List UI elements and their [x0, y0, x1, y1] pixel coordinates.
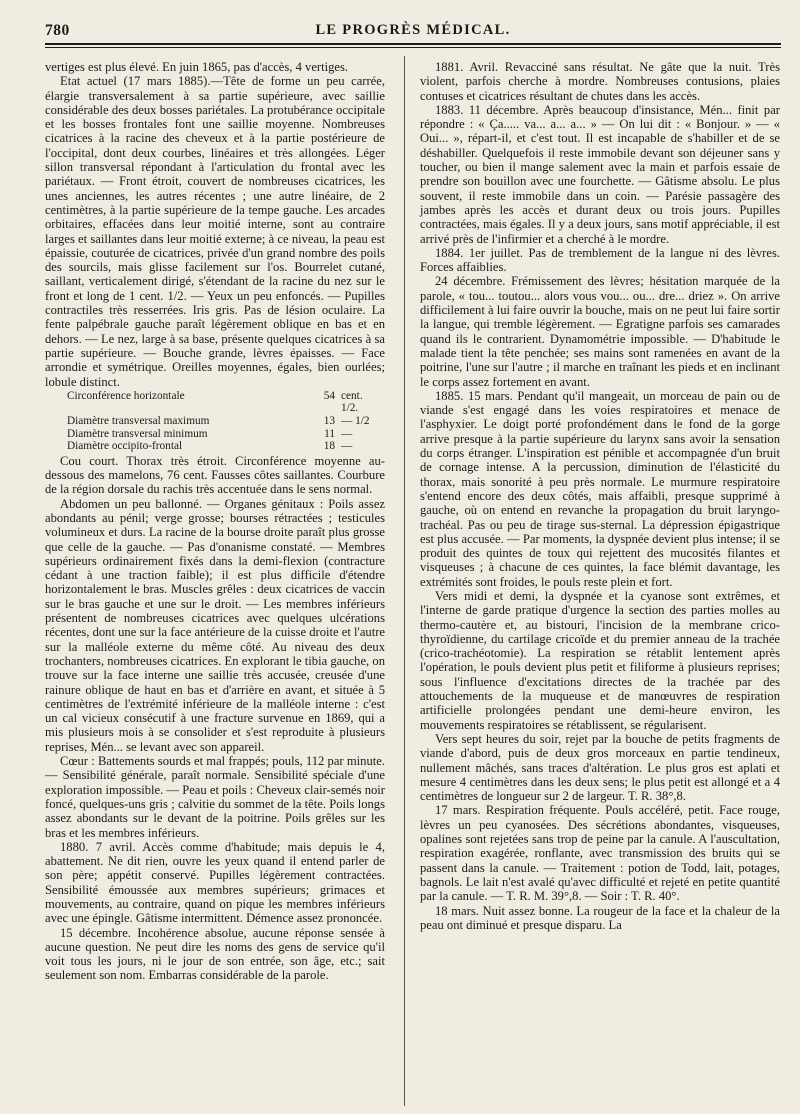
paragraph: Abdomen un peu ballonné. — Organes génitaux : Poils assez abondants au pénil; verge grosse; bourses rétractées ; testicules volumineux et durs. La racine de la bourse droite paraît plus grosse que celle de la gauche. — Pas d'onanisme constaté. — Membres supérieurs ordinairement fixés dans la demi-flexion (contracture cédant à une traction faible); il est plus difficile d'étendre horizontalement le bras. Muscles grêles : deux cicatrices de vaccin sur le bras gauche et une sur le droit. — Les membres inférieurs présentent de nombreuses cicatrices avec quelques ulcérations récentes, dont une sur la face antérieure de la cuisse droite et l'autre sur la malléole externe du même côté. Au niveau des deux trochanters, nombreuses cicatrices. En explorant le tibia gauche, on trouve sur la face interne une saillie très accusée, creusée d'une rainure oblique de haut en bas et d'arrière en avant, et située à 5 centimètres de l'extrémité inférieure de la malléole interne : c'est un cal vicieux consécutif à une fracture survenue en 1869, qui a mis plusieurs mois à se consolider et s'est reproduite à plusieurs reprises, Mén... se levant avec son appareil.: [45, 496, 385, 754]
paragraph: vertiges est plus élevé. En juin 1865, pas d'accès, 4 vertiges.: [45, 60, 349, 74]
measurement-value: 18: [323, 440, 335, 453]
table-row: [67, 390, 381, 415]
page-header: [45, 22, 781, 42]
measurement-label: Diamètre transversal maximum: [67, 415, 210, 428]
paragraph: 1881. Avril. Revacciné sans résultat. Ne gâte que la nuit. Très violent, parfois cherche à mordre. Nombreuses contusions, plaies contuses et cicatrices résultant de chutes dans les accès.: [420, 60, 780, 103]
measurement-unit: —: [341, 427, 353, 440]
page-number: 780: [45, 22, 70, 39]
measurement-unit: cent. 1/2.: [341, 389, 363, 415]
paragraph: Cœur : Battements sourds et mal frappés; pouls, 112 par minute. — Sensibilité générale, paraît normale. Sensibilité spéciale d'une exploration impossible. — Peau et poils : Cheveux clair-semés noir foncé, quelques-uns gris ; calvitie du sommet de la tête. Poils longs assez abondants sur le devant de la poitrine. Poils grêles sur les bras et les membres inférieurs.: [45, 754, 385, 840]
paragraph: Vers midi et demi, la dyspnée et la cyanose sont extrêmes, et l'interne de garde pratique d'urgence la section des parties molles au thermo-cautère et, au bistouri, l'incision de la membrane crico-thyroïdienne, du cartilage cricoïde et du premier anneau de la trachée (crico-trachéotomie). La respiration se rétablit lentement après l'opération, le pouls devient plus petit et filiforme à plusieurs reprises; sous l'influence d'excitations directes de la trachée par des attouchements de la muqueuse et de manœuvres de respiration artificielle prolongées pendant une demi-heure environ, les mouvements respiratoires se rétablissent, se régularisent.: [420, 588, 780, 732]
header-rule-thin: [45, 47, 781, 48]
measurement-label: Circonférence horizontale: [67, 389, 185, 402]
paragraph: 18 mars. Nuit assez bonne. La rougeur de la face et la chaleur de la peau ont diminué et presque disparu. La: [420, 903, 780, 932]
measurement-value: 13: [323, 415, 335, 428]
paragraph: 24 décembre. Frémissement des lèvres; hésitation marquée de la parole, « tou... toutou... alors vous vou... ou... dre... driez ». On arrive difficilement à lui faire ouvrir la bouche, mais on ne peut lui faire sortir la langue, qui tremble légèrement. — Egratigne parfois ses camarades quand ils le contrarient. Dynamométrie impossible. — D'habitude le malade tient la tête penchée; ses mains sont ramenées en avant de la poitrine, l'une sur l'autre ; il marche en traînant les pieds et en inclinant le corps assez fortement en avant.: [420, 274, 780, 389]
measurement-unit: — 1/2: [341, 415, 370, 428]
measurement-value: 11: [324, 427, 335, 440]
paragraph: Vers sept heures du soir, rejet par la bouche de petits fragments de viande d'abord, puis de deux gros morceaux en partie tendineux, nullement mâchés, sans traces d'altération. Le plus gros est aplati et mesure 4 centimètres dans les deux sens; le plus petit est allongé et a 4 centimètres de longueur sur 2 de largeur. T. R. 38°,8.: [420, 731, 780, 804]
column-divider: [404, 56, 405, 1106]
paragraph: 15 décembre. Incohérence absolue, aucune réponse sensée à aucune question. Ne peut dire les noms des gens de service qu'il voit tous les jours, ni le jour de son entrée, son âge, etc.; sait seulement son nom. Embarras considérable de la parole.: [45, 925, 385, 983]
table-row: [67, 440, 381, 453]
paragraph: 1883. 11 décembre. Après beaucoup d'insistance, Mén... finit par répondre : « Ça..... va... a... a... » — On lui dit : « Bonjour. » — « Oui... », répart-il, et c'est tout. Il est incapable de s'habiller et de se déshabiller. Quelquefois il reste immobile devant son déjeuner sans y toucher, ou bien il mange salement avec la main et parfois essaie de prendre son bouillon avec une fourchette. — Gâtisme absolu. Le plus souvent, il reste immobile dans un coin. — Parésie passagère des jambes après les accès et durant deux ou trois jours. Pupilles contractées, mais égales. Il y a deux jours, sans motif appréciable, il est arrivé près de l'infirmier et a cherché à le mordre.: [420, 102, 780, 246]
measurement-label: Diamètre transversal minimum: [67, 427, 208, 440]
measurement-label: Diamètre occipito-frontal: [67, 440, 183, 453]
paragraph: Cou court. Thorax très étroit. Circonférence moyenne au-dessous des mamelons, 76 cent. Fausses côtes saillantes. Courbure de la région dorsale du rachis très accentuée dans le sens normal.: [45, 453, 385, 497]
paragraph: 1884. 1er juillet. Pas de tremblement de la langue ni des lèvres. Forces affaiblies.: [420, 245, 780, 275]
journal-title: LE PROGRÈS MÉDICAL.: [315, 22, 511, 38]
header-rule-thick: [45, 43, 781, 45]
table-row: [67, 415, 381, 428]
paragraph: Etat actuel (17 mars 1885).—Tête de forme un peu carrée, élargie transversalement à sa partie supérieure, avec saillie considérable des deux bosses pariétales. La protubérance occipitale et les bosses frontales font une saillie moyenne. Nombreuses cicatrices à la racine des cheveux et à la partie postérieure de l'occipital, dont deux courbes, linéaires et très allongées. Léger sillon transversal répondant à l'articulation du frontal avec les pariétaux. — Front étroit, couvert de nombreuses cicatrices, les unes anciennes, les autres récentes ; une autre linéaire, de 2 centimètres, à la partie supérieure de la tempe gauche. Les arcades orbitaires, effacées dans leur moitié interne, sont au contraire larges et saillantes dans leur moitié externe; à ce niveau, la peau est épaissie, couturée de cicatrices, privée d'un grand nombre des poils des sourcils, mais glisse facilement sur l'os. Bourrelet cutané, saillant, verticalement dirigé, s'étendant de la racine du nez sur le front et long de 1 cent. 1/2. — Yeux un peu enfoncés. — Pupilles contractiles très resserrées. Iris gris. Pas de lésion oculaire. La fente palpébrale gauche paraît légèrement oblique en bas et en dehors. — Le nez, large à sa base, présente quelques cicatrices à sa partie supérieure. — Bouche grande, lèvres épaisses. — Face arrondie et symétrique. Oreilles moyennes, égales, bien ourlées; lobule distinct.: [45, 74, 385, 389]
paragraph: 17 mars. Respiration fréquente. Pouls accéléré, petit. Face rouge, lèvres un peu cyanosées. Des sécrétions abondantes, visqueuses, opalines sont rejetées sans trop de peine par la canule. A l'auscultation, respiration exagérée, ronflante, avec transmission des bruits qui se passent dans la canule. — Traitement : potion de Todd, lait, potages, bagnols. Le lait n'est avalé qu'avec difficulté et rejeté en petite quantité par la canule. — T. R. M. 39°,8. — Soir : T. R. 40°.: [420, 803, 780, 904]
skull-measurements-table: [67, 390, 381, 453]
right-column: [420, 60, 780, 932]
measurement-unit: —: [341, 440, 353, 453]
table-row: [67, 428, 381, 441]
paragraph: 1880. 7 avril. Accès comme d'habitude; mais depuis le 4, abattement. Ne dit rien, ouvre les yeux quand il entend parler de son père; appétit conservé. Pupilles légèrement contractées. Sensibilité émoussée aux membres supérieurs; grimaces et mouvements, au contraire, quand on pique les membres inférieurs avec une épingle. Gâtisme intermittent. Démence assez prononcée.: [45, 839, 385, 926]
left-column: [45, 60, 385, 983]
measurement-value: 54: [323, 389, 335, 402]
paragraph: 1885. 15 mars. Pendant qu'il mangeait, un morceau de pain ou de viande s'est engagé dans les voies respiratoires et menace de l'asphyxier. Le doigt porté profondément dans le fond de la gorge arrive presque à la partie supérieure du larynx sans avoir la sensation du corps étranger. L'inspiration est pénible et accompagnée d'un bruit de cornage intense. A la percussion, diminution de l'élasticité du thorax, mais sonorité à peu près normale. Le murmure respiratoire s'entend encore des deux côtés, mais affaibli, presque supprimé à gauche, où on entend en revanche la propagation du bruit laryngo-trachéal. Pas ou peu de tirage sus-sternal. La dépression épigastrique est plus accusée. — Par moments, la dyspnée devient plus intense; il se produit des quintes de toux qui rejettent des mucosités filantes et visqueuses ; à chacune de ces quintes, la face blémit davantage, les extrémités sont froides, le pouls reste plein et fort.: [420, 388, 780, 589]
